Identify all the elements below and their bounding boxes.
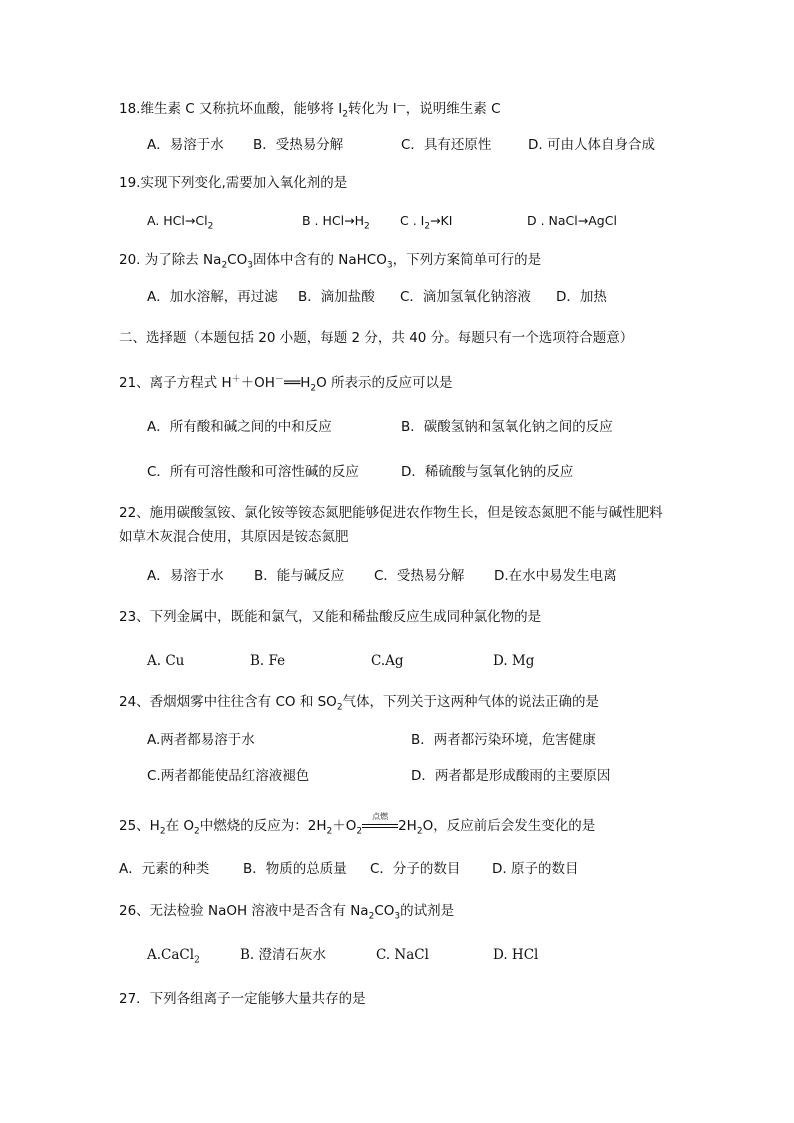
q21-option-d: D．稀硫酸与氢氧化钠的反应 (401, 464, 574, 480)
q19-option-d: D . NaCl→AgCl (527, 213, 617, 228)
q22-stem-line2: 如草木灰混合使用，其原因是铵态氮肥 (119, 529, 349, 545)
q23-stem: 23、下列金属中，既能和氯气，又能和稀盐酸反应生成同种氯化物的是 (119, 609, 542, 625)
q24-option-c: C.两者都能使品红溶液褪色 (147, 768, 310, 784)
q24-stem: 24、香烟烟雾中往往含有 CO 和 $SO_2$气体，下列关于这两种气体的说法正确的是 (119, 694, 600, 713)
q20-option-a: A．加水溶解，再过滤 (147, 289, 278, 305)
q22-option-b: B．能与碱反应 (254, 568, 345, 584)
q18-stem: 18.维生素 C 又称抗坏血酸，能够将 $I_2$转化为 I—，说明维生素 C (119, 100, 501, 120)
q25-option-c: C．分子的数目 (370, 861, 461, 877)
q18-option-d: D. 可由人体自身合成 (528, 137, 655, 153)
q20-option-d: D．加热 (556, 289, 607, 305)
q26-option-b: B. 澄清石灰水 (240, 947, 327, 963)
q25-option-b: B．物质的总质量 (243, 861, 347, 877)
q20-option-c: C．滴加氢氧化钠溶液 (400, 289, 531, 305)
q24-option-d: D．两者都是形成酸雨的主要原因 (411, 768, 611, 784)
q19-option-c: C . $I_2\to KI$ (400, 213, 453, 232)
q18-option-a: A．易溶于水 (147, 137, 224, 153)
q26-option-d: D. HCl (493, 947, 539, 963)
q22-option-c: C．受热易分解 (374, 568, 465, 584)
q23-option-c: C.Ag (371, 653, 404, 669)
reaction-equals-sign: 点燃 (362, 817, 398, 835)
section-2-heading: 二、选择题（本题包括 20 小题，每题 2 分，共 40 分。每题只有一个选项符合题意） (119, 330, 634, 346)
q21-option-a: A．所有酸和碱之间的中和反应 (147, 419, 332, 435)
q19-option-b: B . $HCl\to H_2$ (302, 213, 370, 232)
q18-option-c: C．具有还原性 (401, 137, 492, 153)
q19-stem: 19.实现下列变化,需要加入氧化剂的是 (119, 175, 348, 191)
q18-option-b: B．受热易分解 (253, 137, 344, 153)
q23-option-b: B. Fe (250, 653, 286, 669)
q25-option-d: D. 原子的数目 (492, 861, 579, 877)
q22-stem-line1: 22、施用碳酸氢铵、氯化铵等铵态氮肥能够促进农作物生长，但是铵态氮肥不能与碱性肥料 (119, 505, 663, 521)
q26-option-c: C. NaCl (376, 947, 429, 963)
q25-option-a: A．元素的种类 (119, 861, 210, 877)
q20-stem: 20. 为了除去 $Na_2CO_3$固体中含有的 NaHCO$_3$，下列方案简单可行的是 (119, 252, 542, 271)
q22-option-d: D.在水中易发生电离 (494, 568, 617, 584)
q20-option-b: B．滴加盐酸 (298, 289, 375, 305)
q26-option-a: A.CaCl$_2$ (147, 947, 200, 966)
q27-stem: 27．下列各组离子一定能够大量共存的是 (119, 991, 366, 1007)
q21-stem: 21、离子方程式 $H^++OH^-══H_2O$ 所表示的反应可以是 (119, 374, 453, 394)
q22-option-a: A．易溶于水 (147, 568, 224, 584)
q23-option-d: D. Mg (493, 653, 535, 669)
q21-option-b: B．碳酸氢钠和氢氧化钠之间的反应 (401, 419, 613, 435)
q26-stem: 26、无法检验 NaOH 溶液中是否含有 $Na_2CO_3$的试剂是 (119, 903, 455, 922)
q25-stem: 25、$H_2$在 $O_2$中燃烧的反应为：$2H_2+O_2$ 点燃 $2H_2O$，反应前后会发生变化的是 (119, 812, 596, 837)
q24-option-b: B．两者都污染环境，危害健康 (411, 732, 596, 748)
q21-option-c: C．所有可溶性酸和可溶性碱的反应 (147, 464, 359, 480)
q23-option-a: A. Cu (147, 653, 185, 669)
q19-option-a: A. $HCl\to Cl_2$ (147, 213, 214, 232)
q24-option-a: A.两者都易溶于水 (147, 732, 255, 748)
